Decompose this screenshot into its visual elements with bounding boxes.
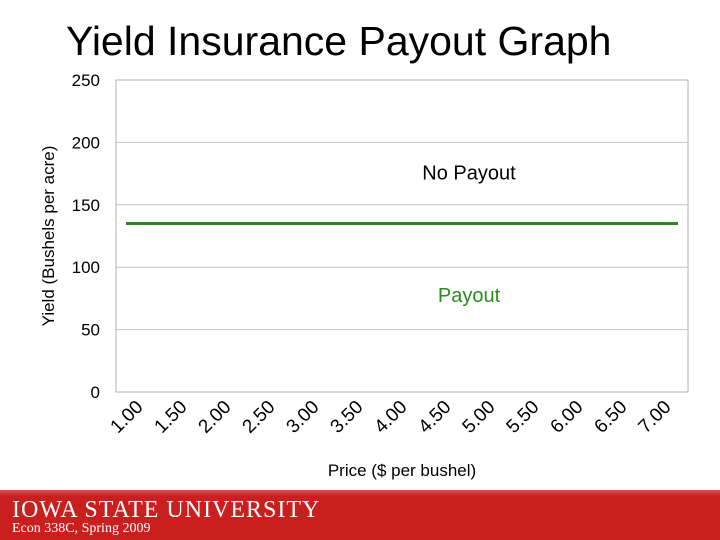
- y-tick-labels: [72, 71, 100, 402]
- annotation-label: No Payout: [422, 162, 516, 185]
- x-tick-label: 6.50: [590, 396, 632, 438]
- y-tick-label: 150: [71, 195, 100, 215]
- y-tick-label: 200: [71, 133, 100, 153]
- x-tick-label: 4.00: [370, 396, 412, 438]
- x-axis-label: Price ($ per bushel): [327, 461, 477, 480]
- x-tick-label: 7.00: [634, 396, 676, 438]
- x-tick-label: 2.50: [238, 396, 280, 438]
- x-tick-label: 5.50: [502, 396, 544, 438]
- y-axis-label: Yield (Bushels per acre): [39, 145, 58, 327]
- x-tick-label: 3.00: [282, 396, 324, 438]
- y-tick-label: 100: [71, 258, 100, 278]
- course-label: Econ 338C, Spring 2009: [12, 521, 151, 536]
- x-tick-label: 1.00: [106, 396, 148, 438]
- x-tick-label: 1.50: [150, 396, 192, 438]
- annotation-label: Payout: [437, 284, 501, 307]
- y-tick-label: 50: [81, 320, 100, 340]
- x-tick-label: 4.50: [414, 396, 456, 438]
- gridlines: [116, 142, 688, 329]
- x-tick-label: 3.50: [326, 396, 368, 438]
- x-tick-label: 6.00: [546, 396, 588, 438]
- x-tick-label: 2.00: [194, 396, 236, 438]
- university-logo-text: IOWA STATE UNIVERSITY: [12, 497, 321, 523]
- y-tick-label: 0: [90, 383, 100, 402]
- x-tick-labels: [107, 397, 676, 438]
- x-tick-label: 5.00: [458, 396, 500, 438]
- plot-area-frame: [116, 80, 688, 392]
- slide-title: Yield Insurance Payout Graph: [66, 18, 612, 64]
- annotations: [422, 163, 516, 307]
- y-tick-label: 250: [71, 71, 100, 90]
